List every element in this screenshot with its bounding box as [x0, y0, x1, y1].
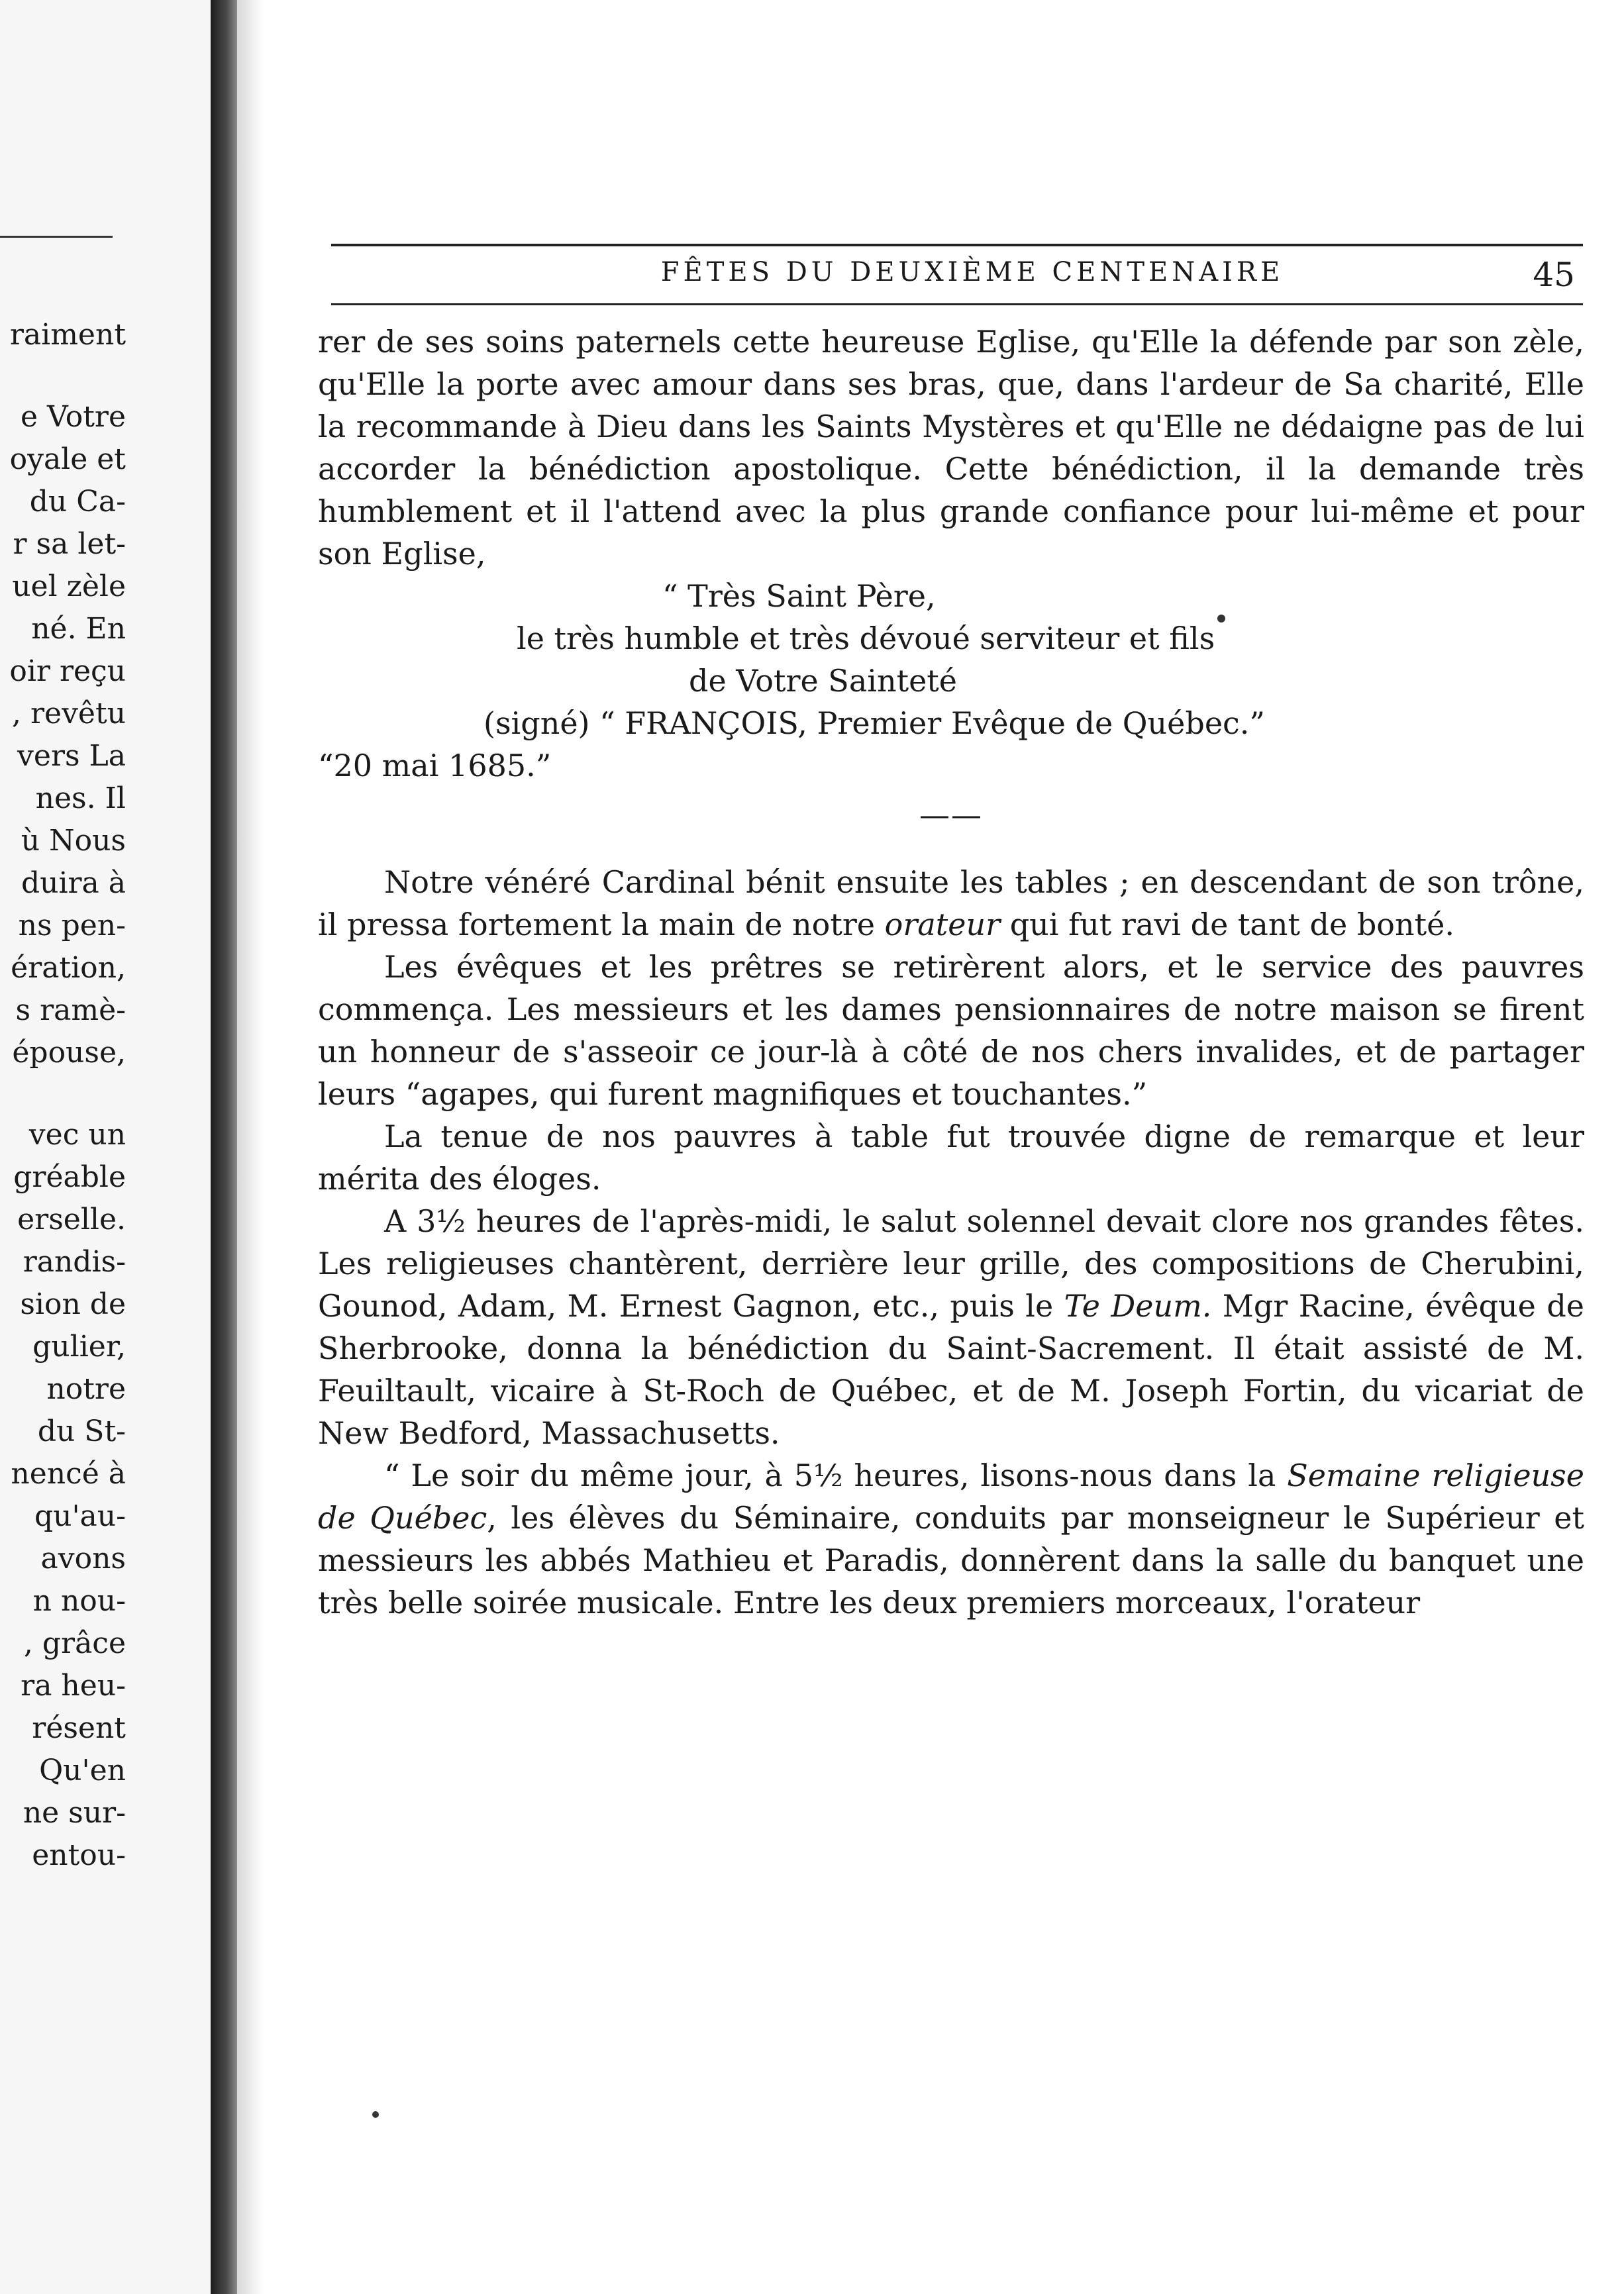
body-text — [318, 321, 1584, 1624]
left-page-line: r sa let- — [13, 527, 126, 561]
left-page-line: oyale et — [9, 442, 126, 476]
paragraph-salut: A 3½ heures de l'après-midi, le salut solennel devait clore nos grandes fêtes. Les religieuses chantèrent, derrière leur grille, des compositions de Cherubini, Gounod, Adam, M. Ernest Gagnon, etc., puis le Te Deum. Mgr Racine, évêque de Sherbrooke, donna la bénédiction du Saint-Sacrement. Il était assisté de M. Feuiltault, vicaire à St-Roch de Québec, et de M. Joseph Fortin, du vicariat de New Bedford, Massachusetts. — [318, 1203, 1584, 1451]
ink-speck — [1217, 615, 1225, 623]
book-gutter — [211, 0, 237, 2294]
left-page-line: avons — [40, 1542, 126, 1575]
left-page-line: raiment — [9, 318, 126, 352]
paragraph-tenue: La tenue de nos pauvres à table fut trouvée digne de remarque et leur mérita des éloges. — [318, 1119, 1584, 1197]
left-page-line: qu'au- — [34, 1499, 126, 1533]
left-page-line: vers La — [17, 739, 126, 773]
left-page-rule — [0, 236, 113, 238]
paragraph-service: Les évêques et les prêtres se retirèrent alors, et le service des pauvres commença. Les messieurs et les dames pensionnaires de notre maison se firent un honneur de s'asseoir ce jour-là à côté de nos chers invalides, et de partager leurs “agapes, qui furent magnifiques et touchantes.” — [318, 949, 1584, 1112]
left-page-line: né. En — [31, 612, 126, 646]
left-page-line: oir reçu — [9, 654, 126, 688]
left-page-line: gulier, — [32, 1330, 126, 1364]
closing-servant-line: le très humble et très dévoué serviteur et fils — [517, 621, 1215, 656]
left-page-line: erselle. — [17, 1203, 126, 1236]
running-title: FÊTES DU DEUXIÈME CENTENAIRE — [660, 257, 1284, 287]
page-number: 45 — [1533, 256, 1575, 294]
closing-salutation: “ Très Saint Père, — [662, 578, 936, 614]
header-rule-top — [331, 244, 1583, 246]
left-page-line: e Votre — [20, 400, 126, 434]
left-page-line: gréable — [13, 1160, 126, 1194]
left-page-line: ération, — [11, 951, 126, 985]
left-page-line: nencé à — [11, 1457, 126, 1491]
paragraph-soiree: “ Le soir du même jour, à 5½ heures, lisons-nous dans la Semaine religieuse de Québec, les élèves du Séminaire, conduits par monseigneur le Supérieur et messieurs les abbés Mathieu et Paradis, donnèrent dans la salle du banquet une très belle soirée musicale. Entre les deux premiers morceaux, l'orateur — [318, 1458, 1584, 1621]
left-page-line: entou- — [32, 1838, 126, 1872]
section-dash: —— — [919, 797, 983, 832]
left-page-line: n nou- — [32, 1584, 126, 1618]
ink-speck — [372, 2111, 379, 2118]
italic-semaine-religieuse: Semaine religieuse de Québec — [318, 1458, 1584, 1536]
left-page-line: Qu'en — [39, 1754, 126, 1787]
left-page-text — [0, 314, 126, 1877]
gutter-shadow — [237, 0, 264, 2294]
closing-saintete-line: de Votre Sainteté — [689, 663, 957, 699]
header-rule-bottom — [331, 303, 1583, 305]
left-page-line: , revêtu — [12, 697, 126, 730]
left-page-line: uel zèle — [12, 570, 126, 603]
left-facing-page — [0, 0, 211, 2294]
left-page-line: notre — [46, 1372, 126, 1406]
paragraph-cardinal: Notre vénéré Cardinal bénit ensuite les tables ; en descendant de son trône, il pressa fortement la main de notre orateur qui fut ravi de tant de bonté. — [318, 864, 1584, 942]
paragraph-letter-end: rer de ses soins paternels cette heureuse Eglise, qu'Elle la défende par son zèle, qu'Elle la porte avec amour dans ses bras, que, dans l'ardeur de Sa charité, Elle la recommande à Dieu dans les Saints Mystères et qu'Elle ne dédaigne pas de lui accorder la bénédiction apostolique. Cette bénédiction, il la demande très humblement et il l'attend avec la plus grande confiance pour lui-même et pour son Eglise, — [318, 324, 1584, 572]
left-page-line: s ramè- — [15, 993, 126, 1027]
left-page-line: du St- — [37, 1415, 126, 1448]
left-page-line: vec un — [28, 1118, 126, 1152]
left-page-line: nes. Il — [35, 781, 126, 815]
left-page-line — [0, 356, 126, 396]
right-page — [264, 0, 1624, 2294]
left-page-line — [0, 1074, 126, 1114]
left-page-line: ù Nous — [21, 824, 126, 858]
letter-date: “20 mai 1685.” — [318, 748, 552, 783]
left-page-line: randis- — [23, 1245, 126, 1279]
italic-te-deum: Te Deum. — [1064, 1288, 1212, 1324]
left-page-line: résent — [32, 1711, 126, 1745]
left-page-line: , grâce — [23, 1626, 126, 1660]
left-page-line: ns pen- — [18, 909, 126, 942]
signature-line: (signé) “ FRANÇOIS, Premier Evêque de Québec.” — [483, 705, 1265, 741]
left-page-line: épouse, — [12, 1036, 126, 1070]
italic-orateur: orateur — [884, 907, 1001, 942]
left-page-line: ra heu- — [21, 1669, 126, 1703]
left-page-line: du Ca- — [29, 485, 126, 519]
left-page-line: sion de — [20, 1287, 126, 1321]
left-page-line: ne sur- — [23, 1796, 126, 1830]
left-page-line: duira à — [21, 866, 126, 900]
